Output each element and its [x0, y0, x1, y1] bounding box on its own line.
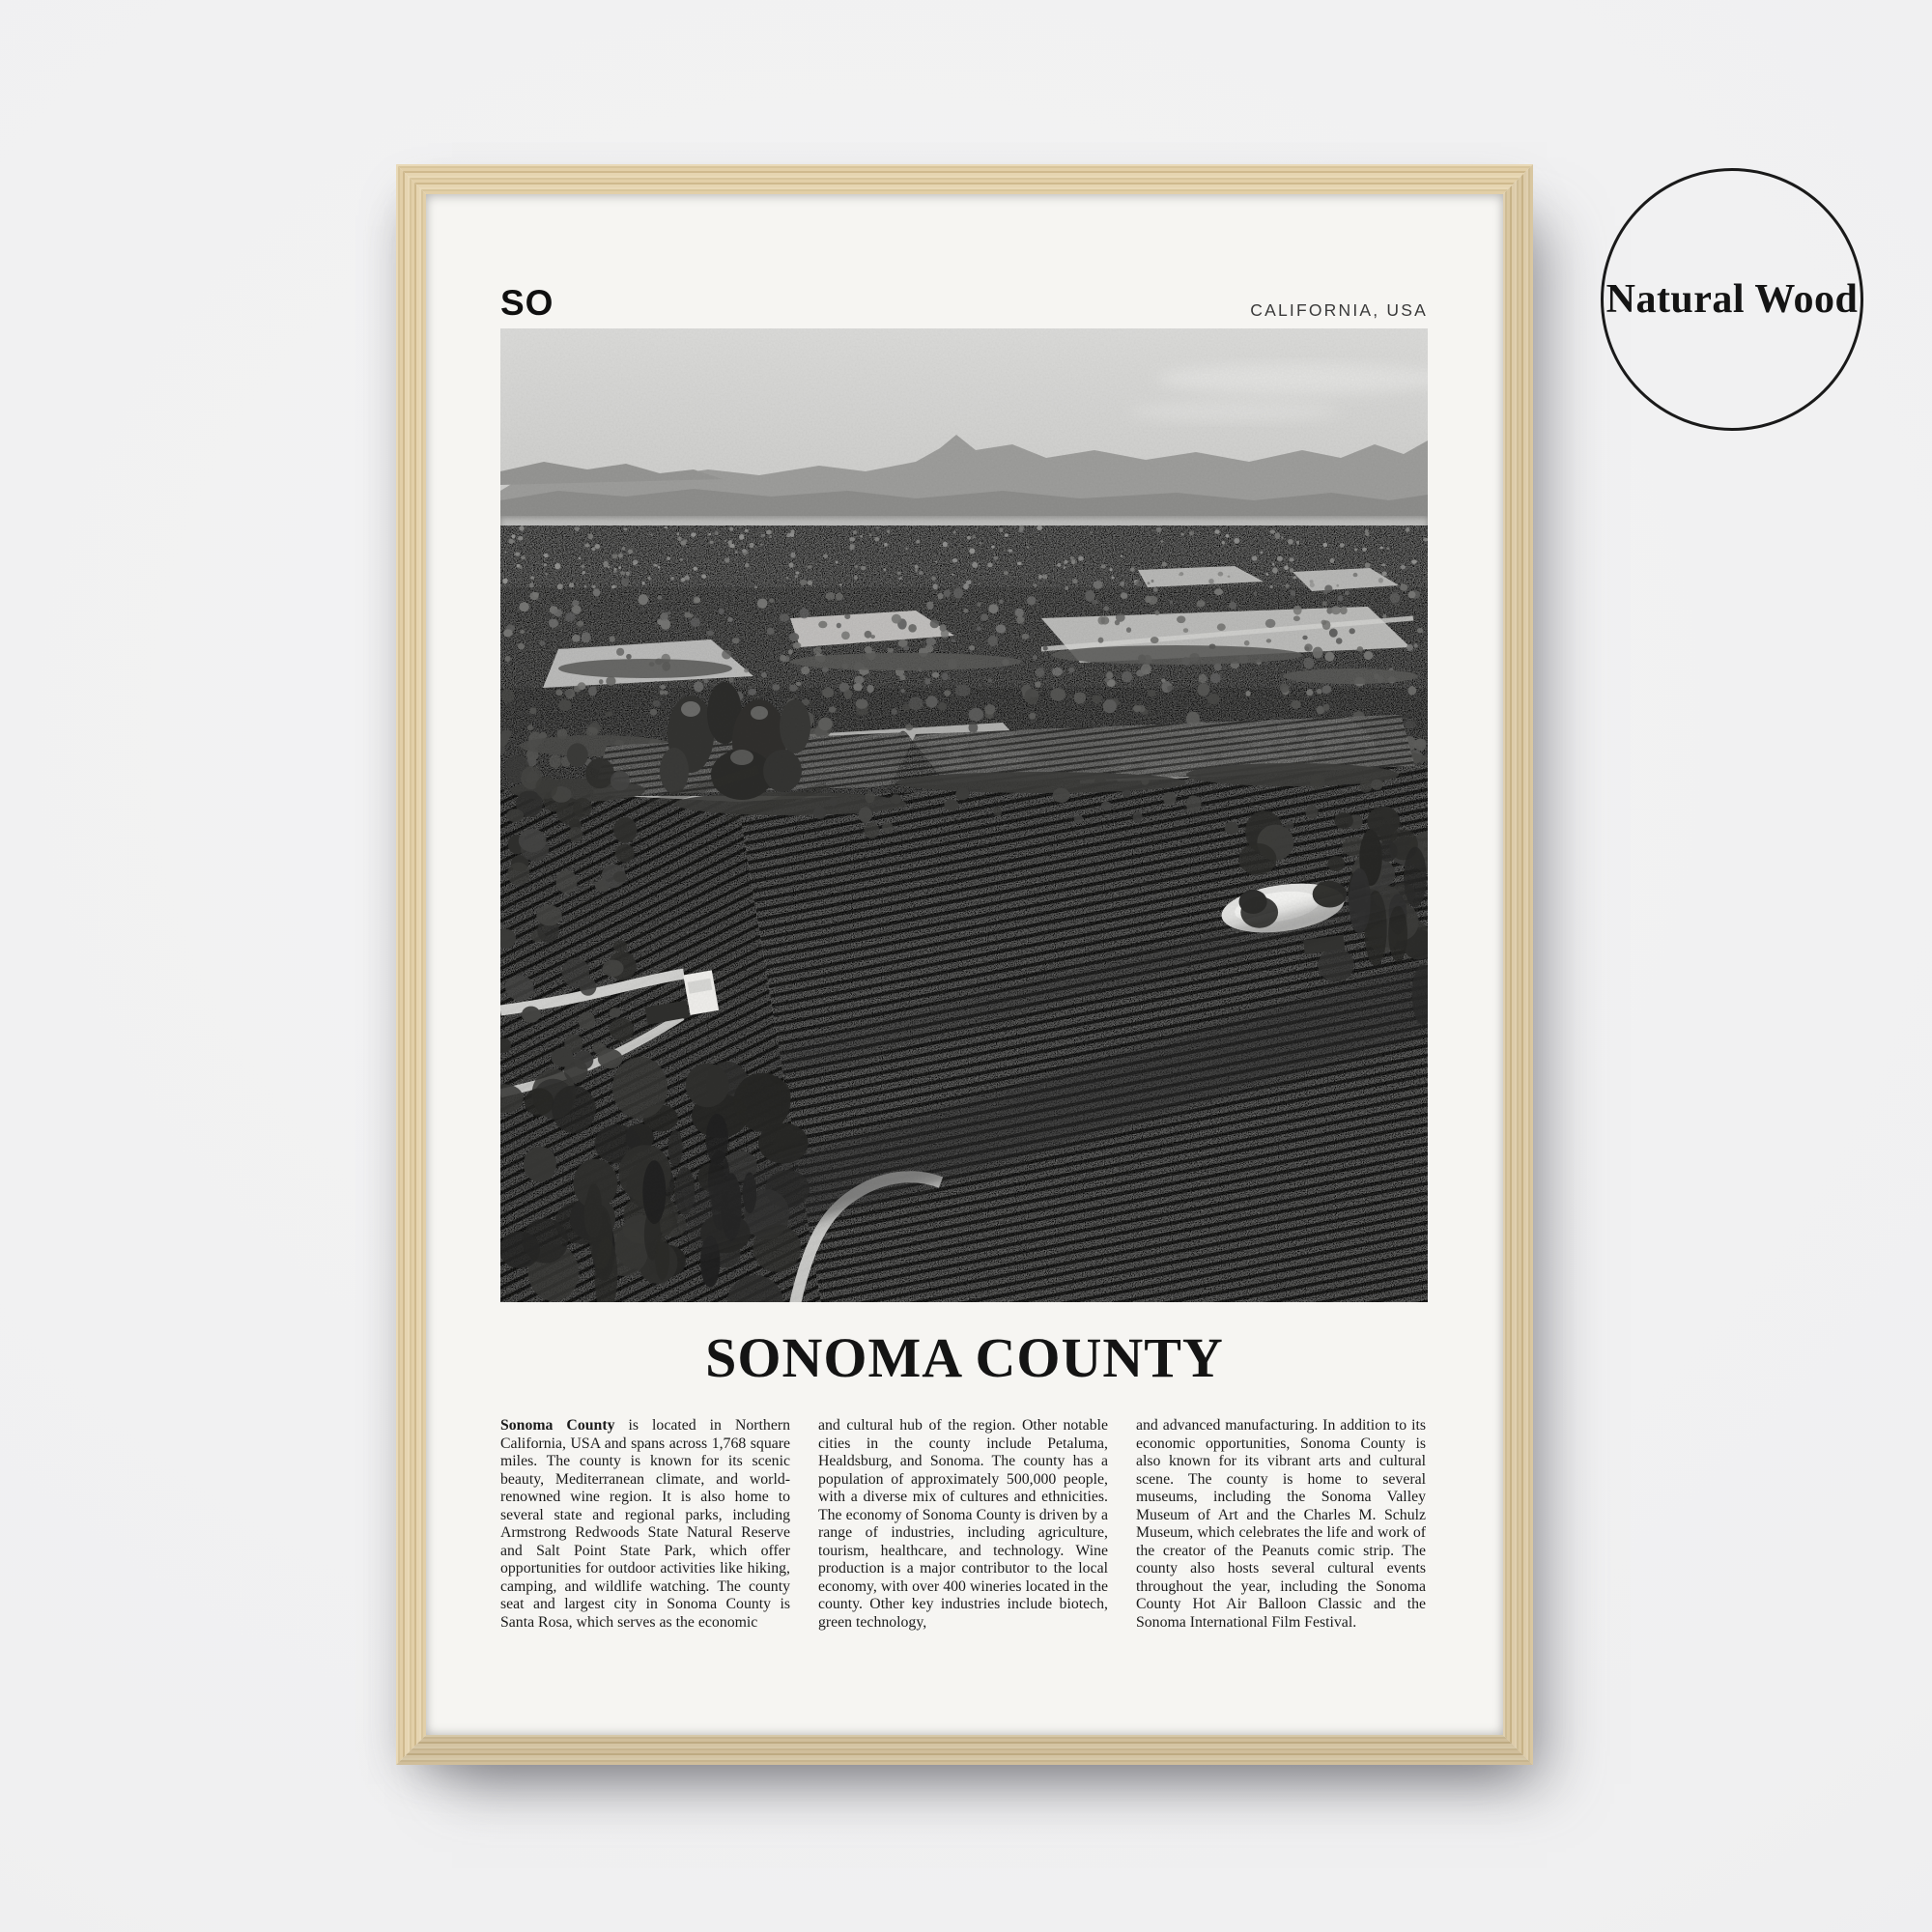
- body-lead: Sonoma County: [500, 1417, 615, 1434]
- natural-wood-badge: [1601, 168, 1863, 431]
- poster-title: SONOMA COUNTY: [705, 1326, 1224, 1389]
- frame-wood-right: [1503, 164, 1533, 1765]
- photo-grain: [500, 328, 1428, 1302]
- body-column-3: and advanced manufacturing. In addition to its economic opportunities, Sonoma County is also known for its vibrant arts and cultural scene. The county is home to several museums, including the Sonoma Valley Museum of Art and the Charles M. Schulz Museum, which celebrates the life and work of the creator of the Peanuts comic strip. The county also hosts several cultural events throughout the year, including the Sonoma County Hot Air Balloon Classic and the Sonoma International Film Festival.: [1136, 1417, 1426, 1631]
- poster: [426, 194, 1503, 1735]
- picture-frame: [396, 164, 1533, 1765]
- frame-wood-top: [396, 164, 1533, 194]
- badge-label: Natural Wood: [1605, 277, 1859, 322]
- body-column-2: and cultural hub of the region. Other notable cities in the county include Petaluma, Healdsburg, and Sonoma. The county has a population of approximately 500,000 people, with a diverse mix of cultures and ethnicities. The economy of Sonoma County is driven by a range of industries, including agriculture, tourism, healthcare, and technology. Wine production is a major contributor to the local economy, with over 400 wineries located in the county. Other key industries include biotech, green technology,: [818, 1417, 1108, 1631]
- poster-initials: SO: [500, 283, 554, 323]
- frame-wood-bottom: [396, 1735, 1533, 1765]
- frame-wood-left: [396, 164, 426, 1765]
- landscape-photo: [500, 328, 1428, 1302]
- body-column-1-text: is located in Northern California, USA and spans across 1,768 square miles. The county is known for its scenic beauty, Mediterranean climate, and world-renowned wine region. It is also home to several state and regional parks, including Armstrong Redwoods State Natural Reserve and Salt Point State Park, which offer opportunities for outdoor activities like hiking, camping, and wildlife watching. The county seat and largest city in Sonoma County is Santa Rosa, which serves as the economic: [500, 1417, 790, 1631]
- poster-location: CALIFORNIA, USA: [1250, 300, 1428, 320]
- poster-body: [500, 1417, 1426, 1632]
- body-column-1: [500, 1417, 790, 1632]
